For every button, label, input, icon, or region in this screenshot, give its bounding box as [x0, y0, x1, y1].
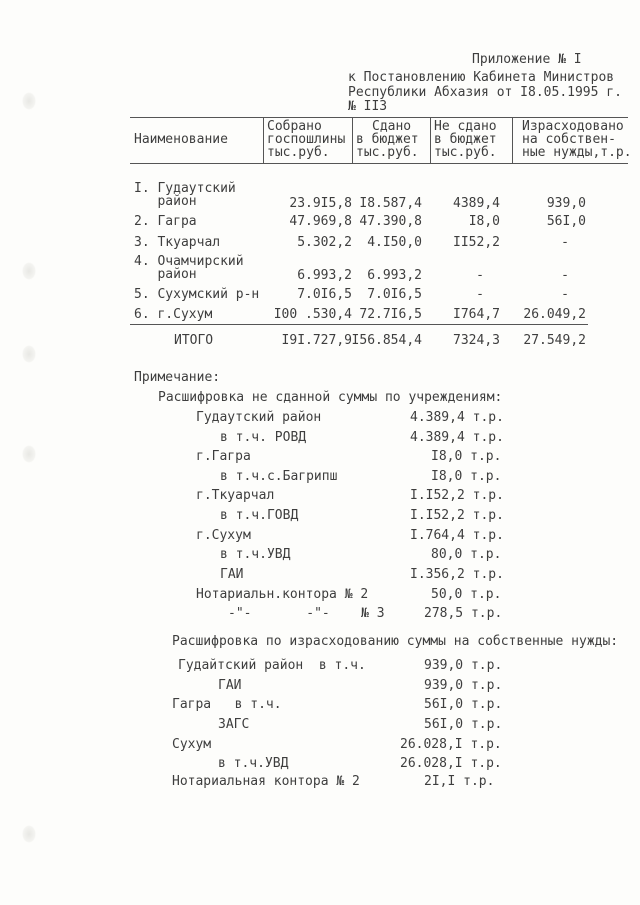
note-item-value: 80,0 т.р. [431, 547, 502, 562]
binder-hole [22, 445, 36, 463]
note-item-label: Нотариальн.контора № 2 [196, 587, 369, 602]
cell-paid: 6.993,2 [367, 268, 422, 283]
note-item-label: в т.ч.УВД [220, 547, 291, 562]
note-item-label: Гудаутский район [196, 410, 322, 425]
note-item-value: I8,0 т.р. [431, 469, 502, 484]
cell-not-paid: - [476, 268, 484, 283]
note-item-label: в т.ч. РОВД [220, 430, 307, 445]
note-item-value: 4.389,4 т.р. [410, 410, 504, 425]
note-item-label: Гагра в т.ч. [172, 697, 282, 712]
note-item-value: 50,0 т.р. [431, 587, 502, 602]
appendix-title: Приложение № I [472, 52, 582, 67]
column-header-not-paid-line3: тыс.руб. [434, 145, 497, 160]
row-name: 5. Сухумский р-н [134, 287, 260, 302]
row-name: I. Гудаутский [134, 181, 236, 196]
note-item-label: в т.ч.ГОВД [220, 508, 299, 523]
note-item-value: 939,0 т.р. [424, 678, 503, 693]
cell-spent: 26.049,2 [523, 307, 586, 322]
column-header-paid-line3: тыс.руб. [356, 145, 419, 160]
binder-hole [22, 92, 36, 110]
note-item-value: 939,0 т.р. [424, 658, 503, 673]
cell-paid: I8.587,4 [359, 196, 422, 211]
binder-hole [22, 262, 36, 280]
cell-spent: - [561, 235, 569, 250]
cell-not-paid: - [476, 287, 484, 302]
cell-not-paid: II52,2 [453, 235, 500, 250]
cell-collected: 7.0I6,5 [297, 287, 352, 302]
cell-collected: 6.993,2 [297, 268, 352, 283]
total-spent: 27.549,2 [523, 333, 586, 348]
total-not-paid: 7324,3 [453, 333, 500, 348]
column-header-spent-line3: ные нужды,т.р. [522, 145, 632, 160]
cell-spent: - [561, 287, 569, 302]
note-item-label: -"- -"- № 3 [228, 606, 385, 621]
row-name-cont: район [134, 267, 197, 282]
note-item-label: ЗАГС [218, 717, 250, 732]
total-paid: I56.854,4 [351, 333, 422, 348]
cell-not-paid: I764,7 [453, 307, 500, 322]
column-header-collected-line3: тыс.руб. [267, 145, 330, 160]
note-item-label: Сухум [172, 737, 212, 752]
total-collected: I9I.727,9 [281, 333, 352, 348]
column-header-collected-line2: госпошлины [267, 132, 346, 147]
note-title: Примечание: [134, 370, 221, 385]
row-name-cont: район [134, 194, 197, 209]
total-label: ИТОГО [174, 333, 214, 348]
note-item-label: Нотариальная контора № 2 [172, 774, 360, 789]
table-header-rule [130, 163, 628, 164]
cell-paid: 7.0I6,5 [367, 287, 422, 302]
resolution-number: № II3 [348, 99, 388, 114]
note-item-value: 56I,0 т.р. [424, 697, 503, 712]
column-header-collected: Собрано [267, 119, 322, 134]
cell-collected: 47.969,8 [289, 214, 352, 229]
row-name: 3. Ткуарчал [134, 235, 221, 250]
column-header-spent-line2: на собствен- [522, 132, 616, 147]
resolution-line: к Постановлению Кабинета Министров [348, 70, 615, 85]
table-top-rule [130, 117, 628, 118]
note-item-value: 56I,0 т.р. [424, 717, 503, 732]
note-item-label: ГАИ [218, 678, 242, 693]
column-header-not-paid-line2: в бюджет [434, 132, 497, 147]
note-item-value: 278,5 т.р. [424, 606, 503, 621]
column-header-spent: Израсходовано [522, 119, 624, 134]
note-item-value: I8,0 т.р. [431, 449, 502, 464]
note-item-label: г.Сухум [196, 528, 251, 543]
cell-collected: 5.302,2 [297, 235, 352, 250]
note-item-value: I.764,4 т.р. [410, 528, 504, 543]
note-item-value: 2I,I т.р. [424, 774, 495, 789]
note-item-label: в т.ч.с.Багрипш [220, 469, 338, 484]
cell-spent: 939,0 [546, 196, 586, 211]
note-item-value: I.I52,2 т.р. [410, 508, 504, 523]
column-divider [430, 117, 431, 163]
cell-collected: 23.9I5,8 [289, 196, 352, 211]
note-item-label: Гудайтский район в т.ч. [178, 658, 366, 673]
note-section2-title: Расшифровка по израсходованию суммы на собственные нужды: [172, 634, 619, 649]
resolution-date-line: Республики Абхазия от I8.05.1995 г. [348, 85, 622, 100]
binder-hole [22, 345, 36, 363]
cell-paid: 4.I50,0 [367, 235, 422, 250]
column-header-not-paid: Не сдано [434, 119, 497, 134]
note-section1-title: Расшифровка не сданной суммы по учреждениям: [158, 390, 503, 405]
cell-paid: 72.7I6,5 [359, 307, 422, 322]
cell-paid: 47.390,8 [359, 214, 422, 229]
total-rule [130, 324, 588, 325]
row-name: 6. г.Сухум [134, 307, 213, 322]
column-header-paid: Сдано [372, 119, 412, 134]
note-item-value: 26.028,I т.р. [400, 737, 502, 752]
note-item-value: 4.389,4 т.р. [410, 430, 504, 445]
column-header-paid-line2: в бюджет [356, 132, 419, 147]
note-item-value: I.I52,2 т.р. [410, 488, 504, 503]
cell-spent: - [561, 268, 569, 283]
binder-hole [22, 825, 36, 843]
cell-collected: I00 .530,4 [273, 307, 352, 322]
note-item-label: г.Гагра [196, 449, 251, 464]
note-item-label: в т.ч.УВД [218, 756, 289, 771]
note-item-value: 26.028,I т.р. [400, 756, 502, 771]
column-header-name: Наименование [134, 132, 228, 147]
note-item-label: ГАИ [220, 567, 244, 582]
note-item-label: г.Ткуарчал [196, 488, 275, 503]
note-item-value: I.356,2 т.р. [410, 567, 504, 582]
cell-not-paid: I8,0 [468, 214, 500, 229]
column-divider [263, 117, 264, 163]
column-divider [512, 117, 513, 163]
column-divider [352, 117, 353, 163]
cell-not-paid: 4389,4 [453, 196, 500, 211]
row-name: 4. Очамчирский [134, 254, 244, 269]
cell-spent: 56I,0 [546, 214, 586, 229]
row-name: 2. Гагра [134, 214, 197, 229]
